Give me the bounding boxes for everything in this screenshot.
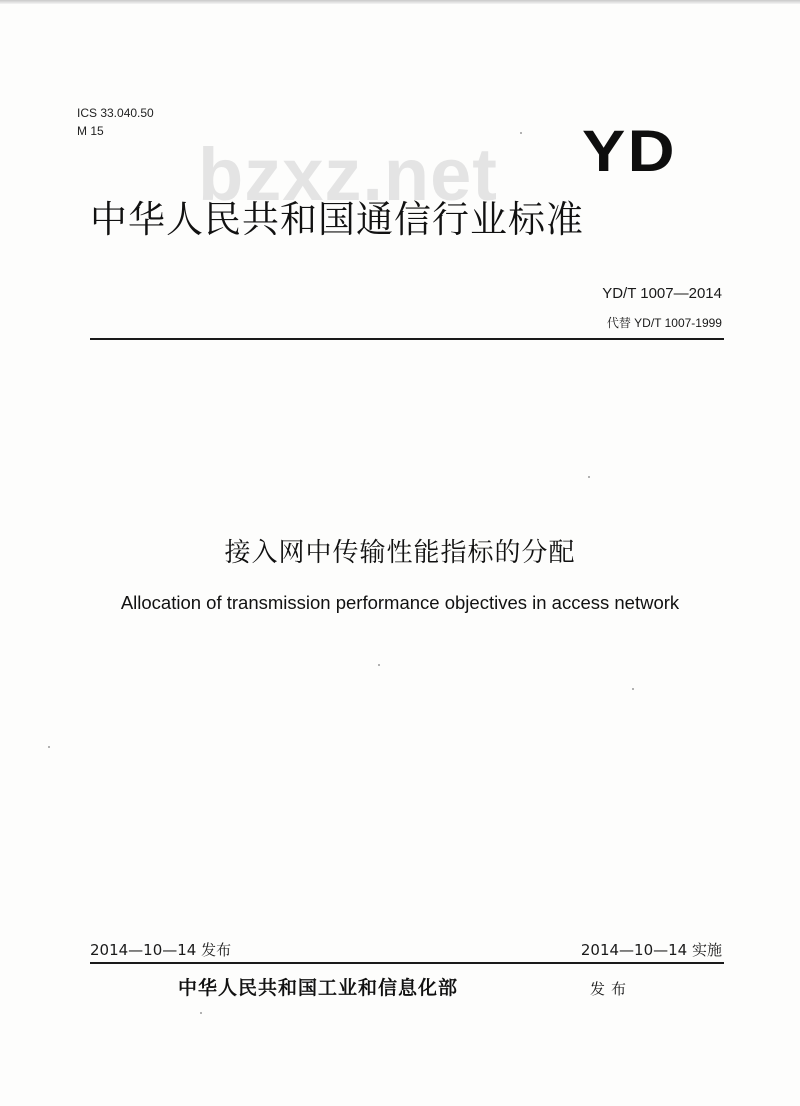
footer-divider bbox=[90, 962, 724, 964]
document-title-zh: 接入网中传输性能指标的分配 bbox=[224, 538, 576, 568]
publisher-suffix: 发布 bbox=[590, 980, 633, 998]
scan-edge bbox=[0, 0, 800, 4]
header-divider bbox=[90, 338, 724, 340]
ics-code: ICS 33.040.50 bbox=[77, 106, 154, 120]
scan-speck bbox=[48, 746, 50, 748]
yd-logo: YD bbox=[582, 119, 677, 184]
ccs-code: M 15 bbox=[77, 124, 104, 138]
scan-speck bbox=[632, 688, 634, 690]
document-title-en: Allocation of transmission performance objectives in access network bbox=[120, 592, 680, 613]
watermark: bzxz.net bbox=[198, 133, 498, 216]
scan-speck bbox=[378, 664, 380, 666]
standard-number: YD/T 1007—2014 bbox=[602, 285, 722, 302]
classification-block bbox=[77, 104, 154, 140]
scan-speck bbox=[588, 476, 590, 478]
implementation-date: 2014—10—14 实施 bbox=[580, 941, 722, 959]
replaces-standard: 代替 YD/T 1007-1999 bbox=[606, 316, 722, 330]
issue-date: 2014—10—14 发布 bbox=[90, 941, 232, 959]
standard-category-title: 中华人民共和国通信行业标准 bbox=[90, 198, 584, 241]
scan-speck bbox=[520, 132, 522, 134]
scan-speck bbox=[200, 1012, 202, 1014]
publisher-name: 中华人民共和国工业和信息化部 bbox=[178, 977, 459, 999]
